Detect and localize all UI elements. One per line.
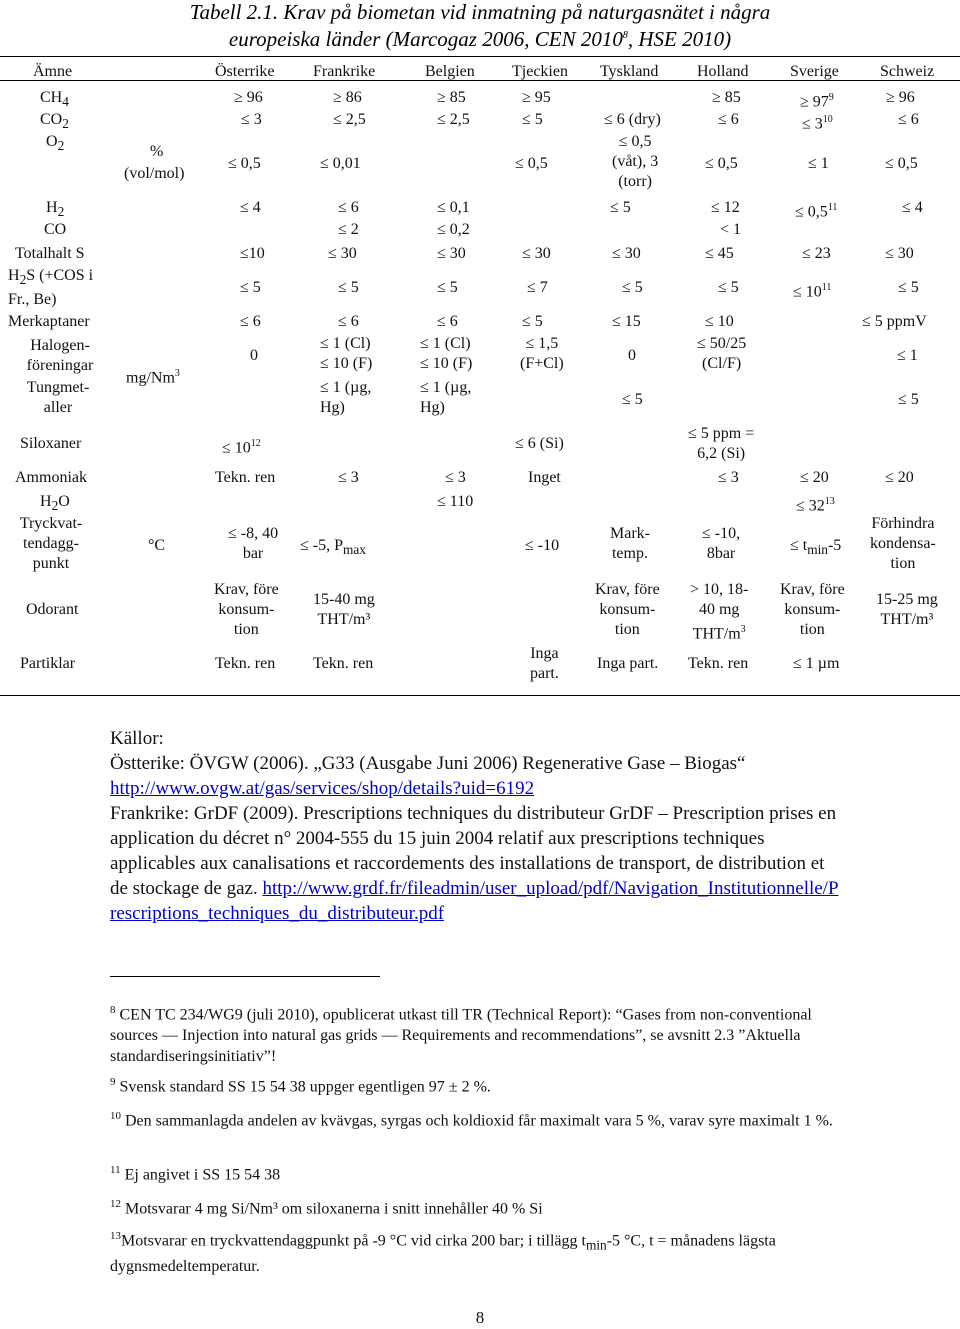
cell-part-de: Inga part.: [597, 655, 659, 672]
cell-co-nl: < 1: [720, 221, 742, 238]
cell-halogen-cz: ≤ 1,5 (F+Cl): [520, 335, 564, 372]
header-osterrike: Österrike: [215, 63, 275, 80]
row-label-halogen: Halogen-föreningar: [26, 337, 94, 374]
cell-ch4-ch: ≥ 96: [886, 89, 915, 106]
footnote-13: $^{13}$Motsvarar en tryckvattendaggpunkt på -9 °C vid cirka 200 bar; i tillägg $t_{min}-5$ °C, t = månadens lägsta dygnsmedeltemperatur.: [110, 1230, 776, 1275]
row-label-odorant: Odorant: [26, 601, 79, 618]
cell-h2s-ch: ≤ 5: [898, 279, 919, 296]
cell-ch4-cz: ≥ 95: [522, 89, 551, 106]
cell-merk-cz: ≤ 5: [522, 313, 543, 330]
cell-ch4-be: ≥ 85: [437, 89, 466, 106]
header-holland: Holland: [697, 63, 749, 80]
cell-part-fr: Tekn. ren: [313, 655, 374, 672]
footnote-12: $^{12}$ Motsvarar 4 mg Si/Nm³ om siloxanerna i snitt innehåller 40 % Si: [110, 1198, 543, 1218]
cell-merk-nl: ≤ 10: [705, 313, 734, 330]
cell-totals-fr: ≤ 30: [328, 245, 357, 262]
cell-co2-cz: ≤ 5: [522, 111, 543, 128]
row-label-h2o: $H_2O$: [40, 493, 70, 514]
row-label-ammoniak: Ammoniak: [15, 469, 87, 486]
cell-o2-ch: ≤ 0,5: [885, 155, 918, 172]
cell-h2s-fr: ≤ 5: [338, 279, 359, 296]
cell-h2-fr: ≤ 6: [338, 199, 359, 216]
header-tyskland: Tyskland: [600, 63, 659, 80]
cell-ch4-fr: ≥ 86: [333, 89, 362, 106]
cell-dew-fr: ≤ -5, $P_{max}$: [300, 537, 366, 558]
cell-halogen-fr: ≤ 1 (Cl) ≤ 10 (F): [320, 335, 373, 372]
cell-odor-de: Krav, före konsum- tion: [595, 581, 660, 638]
cell-dew-se: ≤ $t_{min}-5$: [790, 537, 842, 558]
cell-co-fr: ≤ 2: [338, 221, 359, 238]
header-sverige: Sverige: [790, 63, 839, 80]
cell-totals-be: ≤ 30: [437, 245, 466, 262]
unit-volmol: (vol/mol): [124, 165, 185, 182]
cell-ch4-nl: ≥ 85: [712, 89, 741, 106]
source-austria-link[interactable]: http://www.ovgw.at/gas/services/shop/details?uid=6192: [110, 778, 535, 799]
cell-halogen-nl: ≤ 50/25 (Cl/F): [697, 335, 747, 372]
cell-totals-se: ≤ 23: [802, 245, 831, 262]
cell-totals-ch: ≤ 30: [885, 245, 914, 262]
cell-nh3-ch: ≤ 20: [885, 469, 914, 486]
cell-h2s-at: ≤ 5: [240, 279, 261, 296]
cell-metal-fr: ≤ 1 (µg, Hg): [320, 379, 372, 416]
footnote-separator: [110, 976, 380, 977]
cell-h2s-nl: ≤ 5: [718, 279, 739, 296]
caption-line-2: europeiska länder (Marcogaz 2006, CEN 2010$^8$, HSE 2010): [228, 27, 732, 51]
cell-nh3-fr: ≤ 3: [338, 469, 359, 486]
cell-o2-se: ≤ 1: [808, 155, 829, 172]
cell-dew-cz: ≤ -10: [525, 537, 560, 554]
cell-ch4-se: ≥ $97^9$: [800, 92, 834, 111]
cell-h2s-cz: ≤ 7: [527, 279, 548, 296]
header-belgien: Belgien: [425, 63, 475, 80]
cell-co2-de: ≤ 6 (dry): [604, 111, 661, 128]
cell-halogen-at: 0: [250, 347, 258, 364]
source-france-link[interactable]: http://www.grdf.fr/fileadmin/user_upload/pdf/Navigation_Institutionnelle/Prescriptions_techniques_du_distributeur.pdf: [110, 878, 839, 924]
unit-celsius: °C: [148, 537, 166, 554]
row-label-o2: $O_2$: [46, 133, 65, 154]
cell-h2-ch: ≤ 4: [902, 199, 923, 216]
table-bottom-rule: [0, 695, 960, 696]
cell-h2s-se: ≤ $10^{11}$: [793, 282, 832, 301]
cell-metal-be: ≤ 1 (µg, Hg): [420, 379, 472, 416]
footnote-8: $^8$ CEN TC 234/WG9 (juli 2010), opublicerat utkast till TR (Technical Report): “Gases from non-conventional sources — Injection into natural gas grids — Requirements and recommendations”, se avsnitt 2.3 ”Aktuella standardiseringsinitiativ”!: [110, 1004, 812, 1066]
header-amne: Ämne: [33, 63, 73, 80]
header-frankrike: Frankrike: [313, 63, 376, 80]
cell-halogen-de: 0: [628, 347, 636, 364]
header-tjeckien: Tjeckien: [512, 63, 568, 80]
cell-part-cz: Inga part.: [530, 645, 559, 682]
cell-h2o-se: ≤ $32^{13}$: [796, 496, 835, 515]
cell-h2o-be: ≤ 110: [437, 493, 474, 510]
page-number: 8: [475, 1308, 485, 1327]
cell-h2s-be: ≤ 5: [437, 279, 458, 296]
cell-dew-at: ≤ -8, 40 bar: [228, 525, 279, 562]
sources-section: [110, 726, 840, 926]
row-label-siloxaner: Siloxaner: [20, 435, 82, 452]
row-label-partiklar: Partiklar: [20, 655, 76, 672]
cell-co2-ch: ≤ 6: [898, 111, 919, 128]
caption-line-1: Tabell 2.1. Krav på biometan vid inmatning på naturgasnätet i några: [189, 0, 771, 24]
row-label-h2: $H_2$: [46, 199, 65, 220]
row-label-totalhalt-s: Totalhalt S: [15, 245, 85, 262]
cell-nh3-at: Tekn. ren: [215, 469, 276, 486]
cell-dew-ch: Förhindra kondensa- tion: [870, 515, 936, 572]
cell-silox-nl: ≤ 5 ppm = 6,2 (Si): [688, 425, 755, 462]
cell-o2-fr: ≤ 0,01: [320, 155, 361, 172]
table-top-rule: [0, 56, 960, 57]
cell-merk-fr: ≤ 6: [338, 313, 359, 330]
cell-h2-se: ≤ $0,5^{11}$: [795, 202, 838, 221]
cell-h2-de: ≤ 5: [610, 199, 631, 216]
cell-nh3-be: ≤ 3: [445, 469, 466, 486]
cell-co2-at: ≤ 3: [241, 111, 262, 128]
cell-silox-cz: ≤ 6 (Si): [515, 435, 564, 452]
table-caption: [100, 0, 860, 51]
cell-totals-at: ≤10: [240, 245, 265, 262]
footnote-10: $^{10}$ Den sammanlagda andelen av kvävgas, syrgas och koldioxid får maximalt vara 5 %, varav syre maximalt 1 %.: [110, 1110, 833, 1130]
cell-nh3-se: ≤ 20: [800, 469, 829, 486]
row-label-h2s: $H_2S$ (+COS i Fr., Be): [8, 267, 94, 309]
cell-ch4-at: ≥ 96: [234, 89, 263, 106]
cell-odor-ch: 15-25 mg THT/m³: [876, 591, 938, 628]
footnote-11: $^{11}$ Ej angivet i SS 15 54 38: [110, 1164, 281, 1184]
cell-odor-nl: > 10, 18- 40 mg THT/$m^3$: [690, 581, 749, 643]
cell-nh3-cz: Inget: [528, 469, 561, 486]
row-label-co2: $CO_2$: [40, 111, 69, 132]
cell-o2-cz: ≤ 0,5: [515, 155, 548, 172]
cell-co2-nl: ≤ 6: [718, 111, 739, 128]
cell-co2-se: ≤ $3^{10}$: [802, 114, 833, 133]
cell-halogen-be: ≤ 1 (Cl) ≤ 10 (F): [420, 335, 473, 372]
sources-heading: Källor:: [110, 728, 164, 749]
cell-metal-de: ≤ 5: [622, 391, 643, 408]
row-label-ch4: $CH_4$: [40, 89, 69, 110]
cell-totals-cz: ≤ 30: [522, 245, 551, 262]
cell-o2-at: ≤ 0,5: [228, 155, 261, 172]
cell-h2s-de: ≤ 5: [622, 279, 643, 296]
cell-o2-nl: ≤ 0,5: [705, 155, 738, 172]
cell-part-se: ≤ 1 µm: [793, 655, 840, 672]
cell-h2-at: ≤ 4: [240, 199, 261, 216]
cell-part-nl: Tekn. ren: [688, 655, 749, 672]
footnote-9: $^9$ Svensk standard SS 15 54 38 uppger egentligen 97 ± 2 %.: [110, 1076, 491, 1096]
cell-merk-at: ≤ 6: [240, 313, 261, 330]
cell-silox-at: ≤ $10^{12}$: [222, 438, 261, 457]
row-label-dewpoint: Tryckvat-tendagg-punkt: [19, 515, 83, 572]
cell-dew-nl: ≤ -10, 8bar: [702, 525, 741, 562]
cell-co-be: ≤ 0,2: [437, 221, 470, 238]
cell-part-at: Tekn. ren: [215, 655, 276, 672]
cell-odor-fr: 15-40 mg THT/m³: [313, 591, 375, 628]
row-label-merkaptaner: Merkaptaner: [8, 313, 90, 330]
cell-metal-ch: ≤ 5: [898, 391, 919, 408]
cell-merk-be: ≤ 6: [437, 313, 458, 330]
row-label-co: CO: [44, 221, 67, 238]
cell-halogen-ch: ≤ 1: [897, 347, 918, 364]
cell-merk-de: ≤ 15: [612, 313, 641, 330]
cell-co2-fr: ≤ 2,5: [333, 111, 366, 128]
header-schweiz: Schweiz: [880, 63, 935, 80]
row-label-tungmetaller: Tungmet-aller: [26, 379, 90, 416]
source-austria: Östterike: ÖVGW (2006). „G33 (Ausgabe Juni 2006) Regenerative Gase – Biogas“ http://www.ovgw.at/gas/services/shop/details?uid=6192: [110, 753, 746, 799]
cell-totals-de: ≤ 30: [612, 245, 641, 262]
cell-merk-ch: ≤ 5 ppmV: [862, 313, 927, 330]
cell-odor-at: Krav, före konsum- tion: [214, 581, 279, 638]
source-france: Frankrike: GrDF (2009). Prescriptions techniques du distributeur GrDF – Prescription prises en application du décret n° 2004-555 du 15 juin 2004 relatif aux prescriptions techniques applicables aux canalisations et raccordements des installations de transport, de distribution et de stockage de gaz. http://www.grdf.fr/fileadmin/user_upload/pdf/Navigation_Institutionnelle/Prescriptions_techniques_du_distributeur.pdf: [110, 803, 839, 924]
cell-nh3-nl: ≤ 3: [718, 469, 739, 486]
cell-o2-de: ≤ 0,5 (våt), 3 (torr): [612, 133, 659, 190]
cell-co2-be: ≤ 2,5: [437, 111, 470, 128]
requirements-table: [0, 60, 960, 700]
unit-percent: %: [150, 143, 164, 160]
unit-mgnm: mg/Nm$^3$: [126, 368, 180, 387]
cell-h2-nl: ≤ 12: [711, 199, 740, 216]
cell-h2-be: ≤ 0,1: [437, 199, 470, 216]
cell-dew-de: Mark- temp.: [610, 525, 650, 562]
cell-odor-se: Krav, före konsum- tion: [780, 581, 845, 638]
cell-totals-nl: ≤ 45: [705, 245, 734, 262]
